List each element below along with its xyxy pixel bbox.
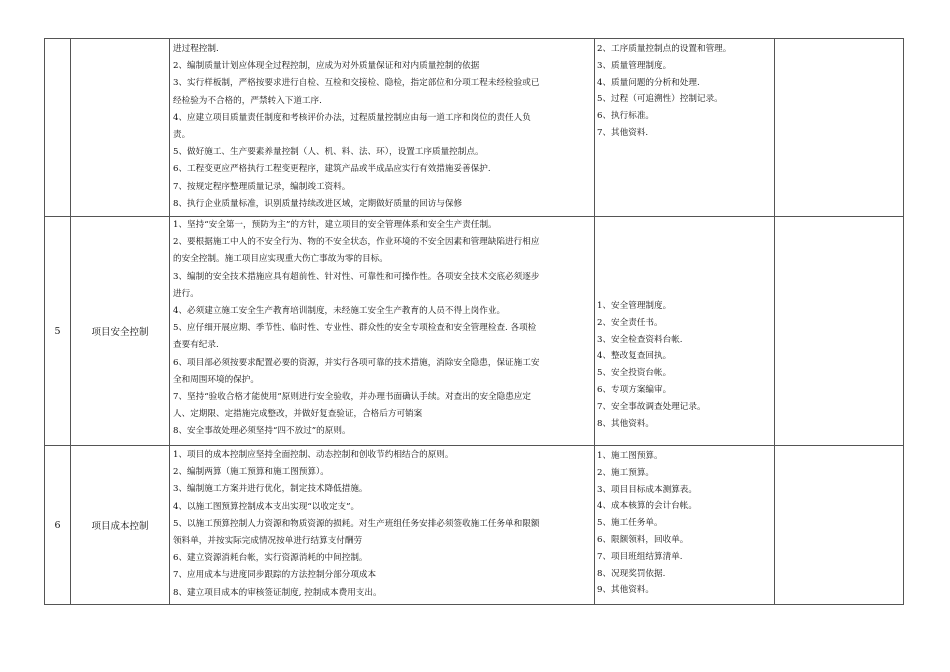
- documents-cell: [595, 39, 775, 216]
- document-line: 2、施工预算。: [597, 467, 655, 478]
- document-line: 3、质量管理制度。: [597, 60, 672, 71]
- requirement-line: 1、坚持“安全第一，预防为主”的方针，建立项目的安全管理体系和安全生产责任制。: [173, 220, 497, 230]
- requirement-line: 的安全控制。施工项目应实现重大伤亡事故为零的目标。: [173, 254, 388, 265]
- requirement-line: 7、坚持“验收合格才能使用”原则进行安全验收，并办理书面确认手续。对查出的安全隐患应定: [173, 392, 532, 403]
- requirement-line: 4、以施工图预算控制成本支出实现“以收定支”。: [173, 501, 360, 512]
- item-name-cell: 项目成本控制: [71, 446, 170, 604]
- requirements-cell: [170, 217, 595, 445]
- requirement-line: 进行。: [173, 288, 199, 299]
- document-line: 2、工序质量控制点的设置和管理。: [597, 44, 732, 54]
- document-line: 6、限额领料，回收单。: [597, 534, 689, 545]
- requirement-line: 3、编制施工方案并进行优化，制定技术降低措施。: [173, 484, 368, 495]
- requirement-line: 4、必须建立施工安全生产教育培训制度，未经施工安全生产教育的人员不得上岗作业。: [173, 306, 506, 317]
- index-cell: 6: [45, 446, 71, 604]
- requirement-line: 经检验为不合格的，严禁转入下道工序.: [173, 95, 322, 106]
- document-line: 5、过程（可追溯性）控制记录。: [597, 94, 723, 105]
- document-line: 5、施工任务单。: [597, 518, 663, 529]
- requirement-line: 6、项目部必须按要求配置必要的资源，并实行各项可靠的技术措施，消除安全隐患，保证施工安: [173, 357, 540, 368]
- item-name-cell: 项目安全控制: [71, 217, 170, 445]
- requirement-line: 8、建立项目成本的审核签证制度, 控制成本费用支出。: [173, 587, 382, 598]
- document-line: 3、安全检查资料台帐.: [597, 334, 683, 345]
- document-line: 4、成本核算的会计台帐。: [597, 501, 697, 512]
- requirement-line: 7、应用成本与进度同步跟踪的方法控制分部分项成本: [173, 570, 377, 581]
- requirements-table: [44, 38, 904, 605]
- requirements-cell: [170, 446, 595, 604]
- requirement-line: 6、工程变更应严格执行工程变更程序，建筑产品或半成品应实行有效措施妥善保护.: [173, 164, 491, 175]
- requirement-line: 人、定期限、定措施完成整改，并做好复查验证，合格后方可销案: [173, 409, 423, 420]
- requirement-line: 8、执行企业质量标准，识别质量持续改进区域，定期做好质量的回访与保修: [173, 198, 463, 209]
- document-line: 5、安全投资台帐。: [597, 368, 672, 379]
- requirement-line: 5、应仔细开展应期、季节性、临时性、专业性、群众性的安全专项检查和安全管理检查. 各项检: [173, 323, 537, 334]
- requirement-line: 领料单，并按实际完成情况按单进行结算支付酬劳: [173, 536, 363, 547]
- note-cell: [775, 39, 903, 216]
- document-line: 1、安全管理制度。: [597, 301, 672, 311]
- requirement-line: 4、应建立项目质量责任制度和考核评价办法，过程质量控制应由每一道工序和岗位的责任人负: [173, 112, 531, 123]
- index-cell: 5: [45, 217, 71, 445]
- requirement-line: 查要有纪录.: [173, 340, 219, 351]
- requirement-line: 责。: [173, 130, 191, 141]
- index-cell: [45, 39, 71, 216]
- document-line: 4、整改复查回执。: [597, 351, 672, 362]
- document-line: 8、况现奖罚依据.: [597, 568, 666, 579]
- note-cell: [775, 217, 903, 445]
- requirement-line: 6、建立资源消耗台帐，实行资源消耗的中间控制。: [173, 553, 368, 564]
- table-row: [45, 39, 903, 216]
- requirements-cell: [170, 39, 595, 216]
- document-line: 7、其他资料.: [597, 127, 649, 138]
- item-name-cell: [71, 39, 170, 216]
- documents-cell: [595, 446, 775, 604]
- requirement-line: 8、安全事故处理必须坚持“四不放过”的原则。: [173, 426, 351, 437]
- requirement-line: 2、编制两算（施工预算和施工图预算）。: [173, 467, 329, 478]
- requirement-line: 全和周围环境的保护。: [173, 374, 259, 385]
- requirement-line: 5、以施工预算控制人力资源和物质资源的损耗。对生产班组任务安排必须签收施工任务单和限额: [173, 518, 540, 529]
- requirement-line: 进过程控制.: [173, 44, 219, 54]
- requirement-line: 2、要根据施工中人的不安全行为、物的不安全状态，作业环境的不安全因素和管理缺陷进行相应: [173, 237, 540, 248]
- requirement-line: 7、按规定程序整理质量记录，编制竣工资料。: [173, 181, 351, 192]
- document-line: 3、项目目标成本测算表。: [597, 484, 697, 495]
- document-line: 7、项目班组结算清单.: [597, 551, 683, 562]
- document-line: 7、安全事故调查处理记录。: [597, 401, 706, 412]
- note-cell: [775, 446, 903, 604]
- document-line: 6、专项方案编审。: [597, 384, 672, 395]
- requirement-line: 3、编制的安全技术措施应具有超前性、针对性、可靠性和可操作性。各项安全技术交底必须逐步: [173, 271, 540, 282]
- document-line: 6、执行标准。: [597, 111, 655, 122]
- requirement-line: 2、编制质量计划应体现全过程控制，应成为对外质量保证和对内质量控制的依据: [173, 61, 480, 72]
- requirement-line: 5、做好施工、生产要素养量控制（人、机、料、法、环），设置工序质量控制点。: [173, 147, 484, 158]
- document-line: 8、其他资料。: [597, 418, 655, 429]
- document-line: 9、其他资料。: [597, 585, 655, 596]
- document-line: 1、施工图预算。: [597, 451, 663, 461]
- requirement-line: 1、项目的成本控制应坚持全面控制、动态控制和创收节约相结合的原则。: [173, 450, 454, 460]
- documents-cell: [595, 217, 775, 445]
- document-line: 2、安全责任书。: [597, 317, 663, 328]
- requirement-line: 3、实行样板制，严格按要求进行自检、互检和交接检、隐检，指定部位和分项工程未经检验或已: [173, 78, 540, 89]
- document-line: 4、质量问题的分析和处理.: [597, 77, 700, 88]
- table-row: [45, 216, 903, 445]
- table-row: [45, 445, 903, 604]
